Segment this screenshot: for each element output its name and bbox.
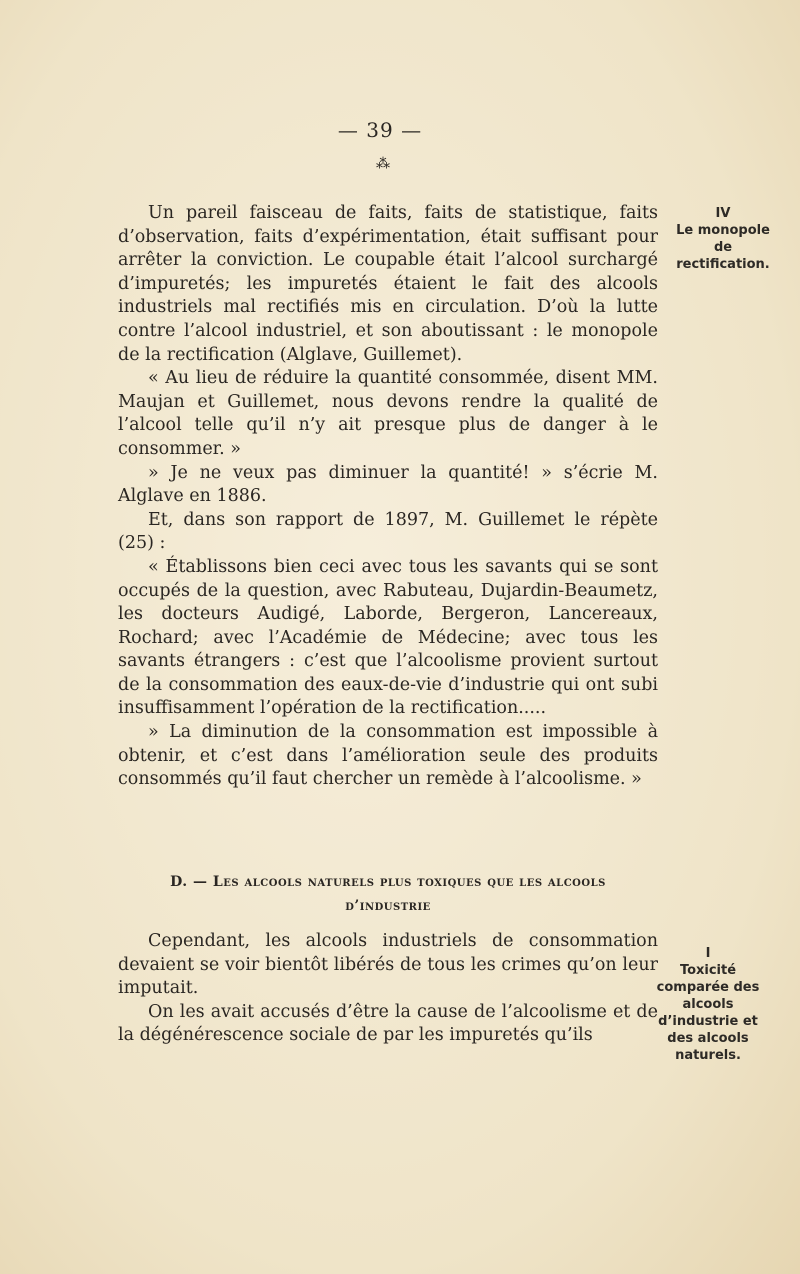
- heading-title-line-1: Les alcools naturels plus toxiques que les alcools: [212, 874, 606, 890]
- margin-note-line: naturels.: [675, 1048, 741, 1063]
- margin-note-line: de: [713, 240, 733, 255]
- heading-prefix: D. —: [170, 874, 208, 890]
- asterism-ornament: ⁂: [376, 156, 390, 172]
- page-number: — 39 —: [337, 118, 423, 142]
- paragraph: On les avait accusés d’être la cause de l’alcoolisme et de la dégénérescence sociale de par les impuretés qu’ils: [118, 1001, 658, 1046]
- section-heading: [118, 870, 658, 918]
- paragraph: « Établissons bien ceci avec tous les savants qui se sont occupés de la question, avec Rabuteau, Dujardin-Beaumetz, les docteurs Audigé, Laborde, Bergeron, Lancereaux, Rochard; avec l’Académie de Médecine; avec tous les savants étrangers : c’est que l’alcoolisme provient surtout de la consommation des eaux-de-vie d’industrie qui ont subi insuffisamment l’opération de la rectification.....: [118, 556, 658, 719]
- paragraph: Et, dans son rapport de 1897, M. Guillemet le répète (25) :: [118, 509, 658, 554]
- paragraph: » Je ne veux pas diminuer la quantité! » s’écrie M. Alglave en 1886.: [118, 462, 658, 507]
- margin-note-line: Toxicité: [679, 963, 737, 978]
- margin-note-line: alcools: [682, 997, 734, 1012]
- margin-note-number: I: [705, 946, 711, 961]
- heading-title-line-2: d’industrie: [345, 898, 431, 914]
- margin-note-line: des alcools: [667, 1031, 749, 1046]
- section-2-text: [118, 930, 658, 1048]
- paragraph: « Au lieu de réduire la quantité consommée, disent MM. Maujan et Guillemet, nous devons rendre la qualité de l’alcool telle qu’il n’y ait presque plus de danger à le consommer. »: [118, 368, 658, 459]
- paragraph: Cependant, les alcools industriels de consommation devaient se voir bientôt libérés de tous les crimes qu’on leur imputait.: [118, 931, 658, 999]
- margin-note-line: comparée des: [656, 980, 760, 995]
- margin-note-line: rectification.: [676, 257, 770, 272]
- margin-note-line: Le monopole: [676, 223, 770, 238]
- paragraph: » La diminution de la consommation est impossible à obtenir, et c’est dans l’amélioration seule des produits consommés qu’il faut chercher un remède à l’alcoolisme. »: [118, 722, 658, 790]
- margin-note-monopole: [668, 205, 778, 273]
- margin-note-toxicite: [652, 945, 764, 1064]
- section-1-text: [118, 202, 658, 792]
- margin-note-line: d’industrie et: [658, 1014, 758, 1029]
- paragraph: Un pareil faisceau de faits, faits de statistique, faits d’observation, faits d’expérimentation, était suffisant pour arrêter la conviction. Le coupable était l’alcool surchargé d’impuretés; les impuretés étaient le fait des alcools industriels mal rectifiés mis en circulation. D’où la lutte contre l’alcool industriel, et son aboutissant : le monopole de la rectification (Alglave, Guillemet).: [118, 203, 658, 365]
- margin-note-number: IV: [715, 206, 731, 221]
